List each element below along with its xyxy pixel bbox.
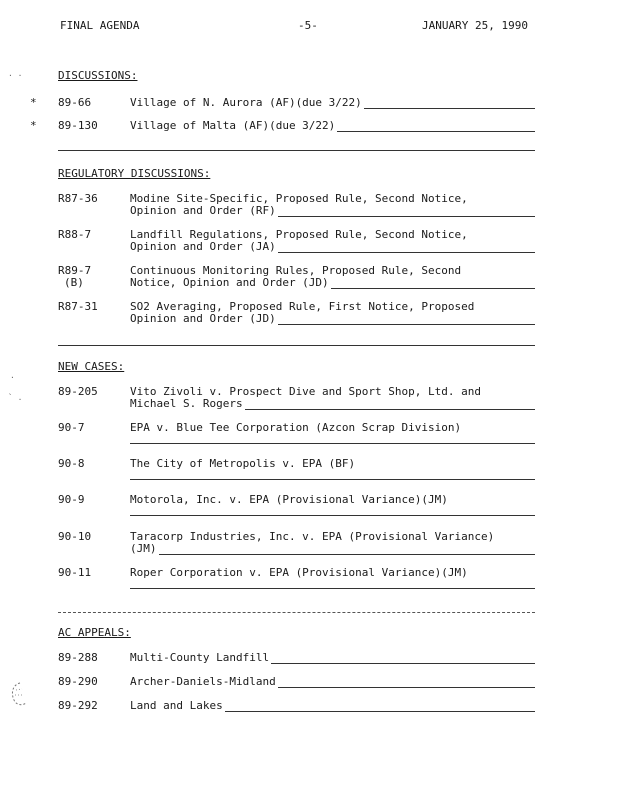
section-divider: [58, 345, 535, 346]
docket-number: R87-36: [58, 192, 98, 205]
docket-subpart: (B): [64, 276, 84, 289]
priority-marker: *: [30, 119, 37, 132]
docket-description-line: Opinion and Order (JD): [130, 312, 276, 325]
priority-marker: *: [30, 96, 37, 109]
docket-number: R88-7: [58, 228, 92, 241]
case-description-line: (JM): [130, 542, 157, 555]
case-number: 90-10: [58, 530, 92, 543]
case-number: 89-292: [58, 699, 98, 712]
case-description: Archer-Daniels-Midland: [130, 675, 276, 688]
case-description: Village of N. Aurora (AF)(due 3/22): [130, 96, 362, 109]
case-description: Multi-County Landfill: [130, 651, 270, 664]
signature-line: [130, 588, 535, 589]
case-number: 90-7: [58, 421, 85, 434]
header-title: FINAL AGENDA: [60, 19, 140, 32]
case-number: 89-288: [58, 651, 98, 664]
docket-description-line: Continuous Monitoring Rules, Proposed Rule, Second: [130, 264, 462, 277]
case-number: 89-66: [58, 96, 92, 109]
docket-description-line: SO2 Averaging, Proposed Rule, First Notice, Proposed: [130, 300, 475, 313]
case-description: Land and Lakes: [130, 699, 223, 712]
docket-description-line: Opinion and Order (JA): [130, 240, 276, 253]
case-number: 90-8: [58, 457, 85, 470]
signature-line: [130, 443, 535, 444]
case-description-line: Michael S. Rogers: [130, 397, 243, 410]
docket-number: R89-7: [58, 264, 92, 277]
case-number: 90-9: [58, 493, 85, 506]
case-description: Village of Malta (AF)(due 3/22): [130, 119, 336, 132]
scan-speck: ` .: [8, 393, 23, 402]
section-divider: [58, 612, 535, 613]
case-description-line: EPA v. Blue Tee Corporation (Azcon Scrap Division): [130, 421, 462, 434]
signature-line: [130, 479, 535, 480]
case-description-line: Motorola, Inc. v. EPA (Provisional Variance)(JM): [130, 493, 448, 506]
docket-number: R87-31: [58, 300, 98, 313]
docket-description-line: Opinion and Order (RF): [130, 204, 276, 217]
docket-description-line: Landfill Regulations, Proposed Rule, Second Notice,: [130, 228, 468, 241]
case-number: 89-290: [58, 675, 98, 688]
scan-speck: ·: [10, 373, 15, 382]
discussions-heading: DISCUSSIONS:: [58, 69, 138, 82]
page-number: -5-: [298, 19, 318, 32]
scan-speck: · ·: [8, 71, 23, 80]
new-cases-heading: NEW CASES:: [58, 360, 125, 373]
case-description-line: The City of Metropolis v. EPA (BF): [130, 457, 356, 470]
docket-description-line: Modine Site-Specific, Proposed Rule, Second Notice,: [130, 192, 468, 205]
signature-line: [130, 515, 535, 516]
regulatory-heading: REGULATORY DISCUSSIONS:: [58, 167, 211, 180]
scan-blot: [8, 680, 30, 708]
case-description-line: Vito Zivoli v. Prospect Dive and Sport Shop, Ltd. and: [130, 385, 481, 398]
case-description-line: Roper Corporation v. EPA (Provisional Variance)(JM): [130, 566, 468, 579]
ac-appeals-heading: AC APPEALS:: [58, 626, 131, 639]
header-date: JANUARY 25, 1990: [422, 19, 528, 32]
case-description-line: Taracorp Industries, Inc. v. EPA (Provisional Variance): [130, 530, 495, 543]
case-number: 89-205: [58, 385, 98, 398]
case-number: 89-130: [58, 119, 98, 132]
case-number: 90-11: [58, 566, 92, 579]
docket-description-line: Notice, Opinion and Order (JD): [130, 276, 329, 289]
section-divider: [58, 150, 535, 151]
